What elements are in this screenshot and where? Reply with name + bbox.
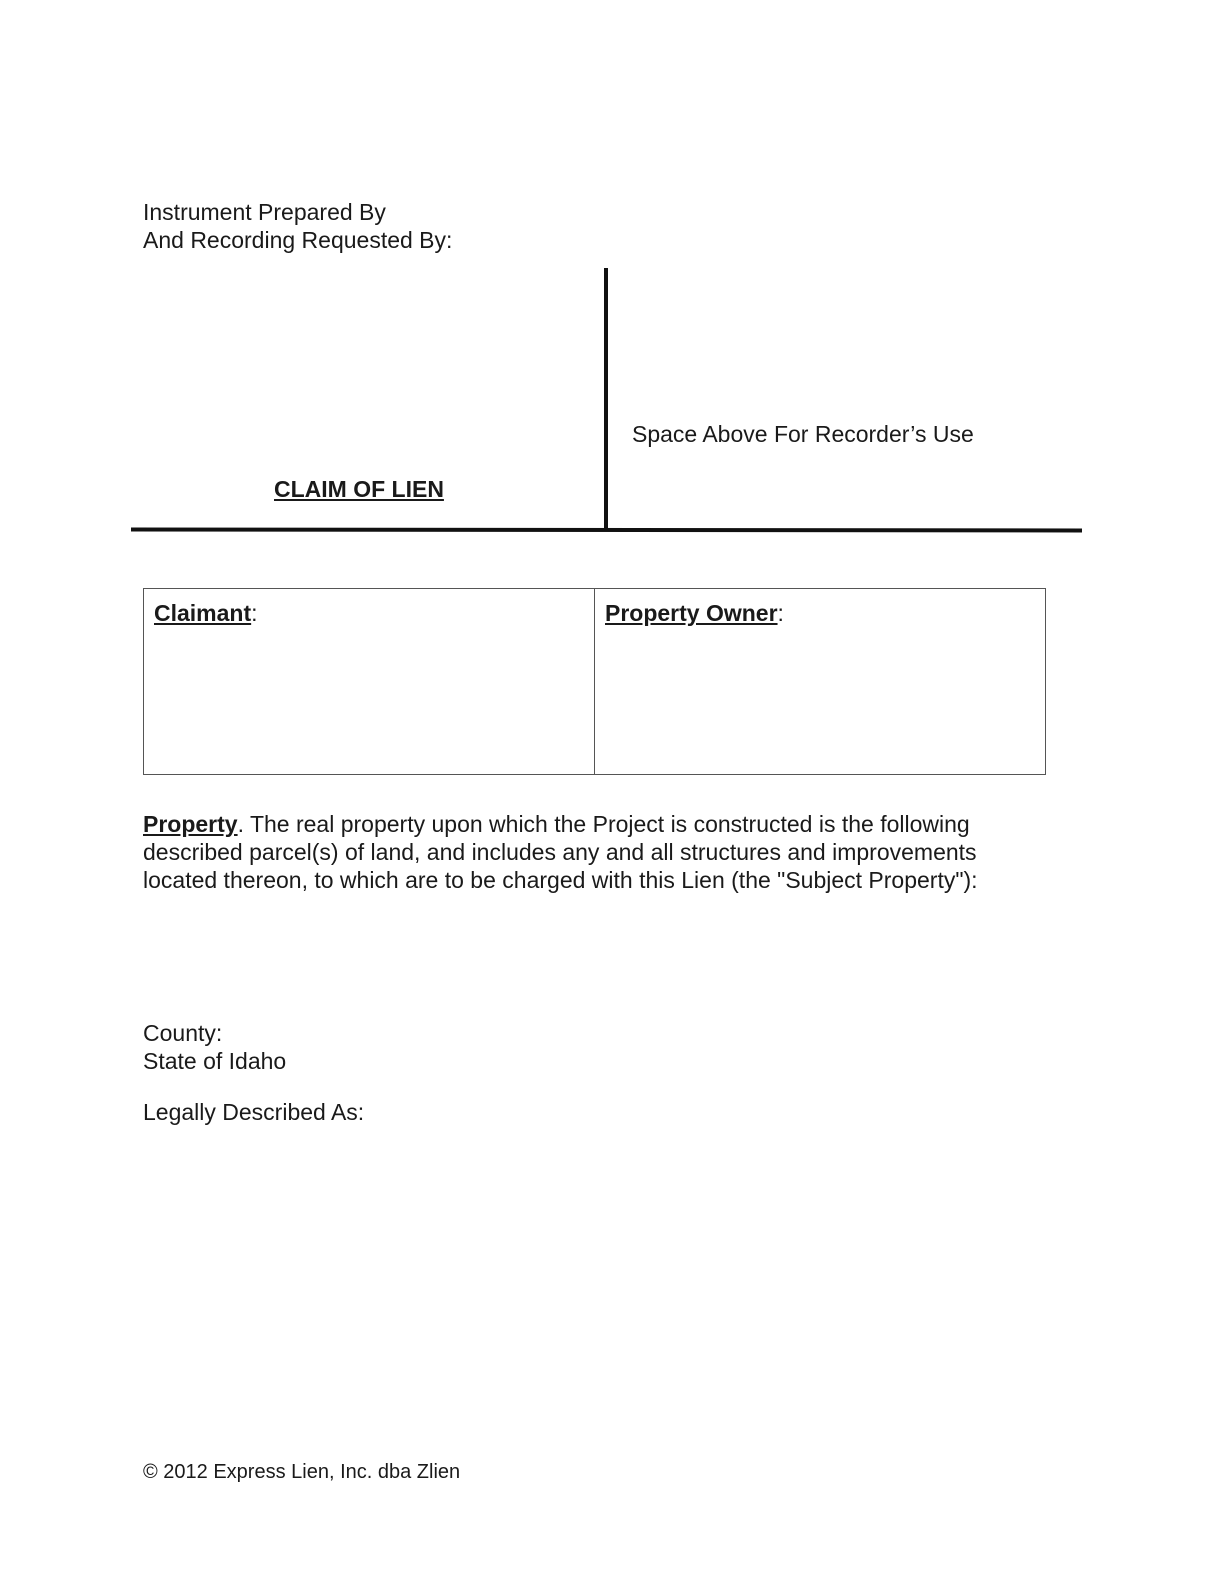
prepared-by-line2: And Recording Requested By: <box>143 227 453 253</box>
property-owner-cell <box>594 589 1045 774</box>
recorder-vertical-divider <box>604 268 608 530</box>
property-line-1 <box>143 810 1043 838</box>
claimant-colon: : <box>251 600 258 626</box>
property-paragraph <box>143 810 1043 894</box>
location-block <box>143 1019 286 1075</box>
header-horizontal-divider <box>131 528 1082 533</box>
recorder-space-label: Space Above For Recorder’s Use <box>632 421 974 447</box>
copyright-footer: © 2012 Express Lien, Inc. dba Zlien <box>143 1461 461 1483</box>
property-line-3: located thereon, to which are to be charged with this Lien (the "Subject Property"): <box>143 867 978 893</box>
document-title: CLAIM OF LIEN <box>274 476 444 502</box>
property-line-2: described parcel(s) of land, and includes any and all structures and improvements <box>143 839 977 865</box>
property-owner-label: Property Owner <box>605 600 778 626</box>
property-owner-colon: : <box>777 600 784 626</box>
state-label: State of Idaho <box>143 1048 287 1074</box>
claimant-cell <box>144 589 594 774</box>
prepared-by-block <box>143 198 452 254</box>
parties-table <box>143 588 1046 775</box>
legal-description-label: Legally Described As: <box>143 1099 365 1125</box>
claimant-label: Claimant <box>154 600 252 626</box>
county-label: County: <box>143 1020 223 1046</box>
prepared-by-line1: Instrument Prepared By <box>143 199 386 225</box>
property-line1-text: . The real property upon which the Project is constructed is the following <box>237 811 970 837</box>
property-label: Property <box>143 811 238 837</box>
